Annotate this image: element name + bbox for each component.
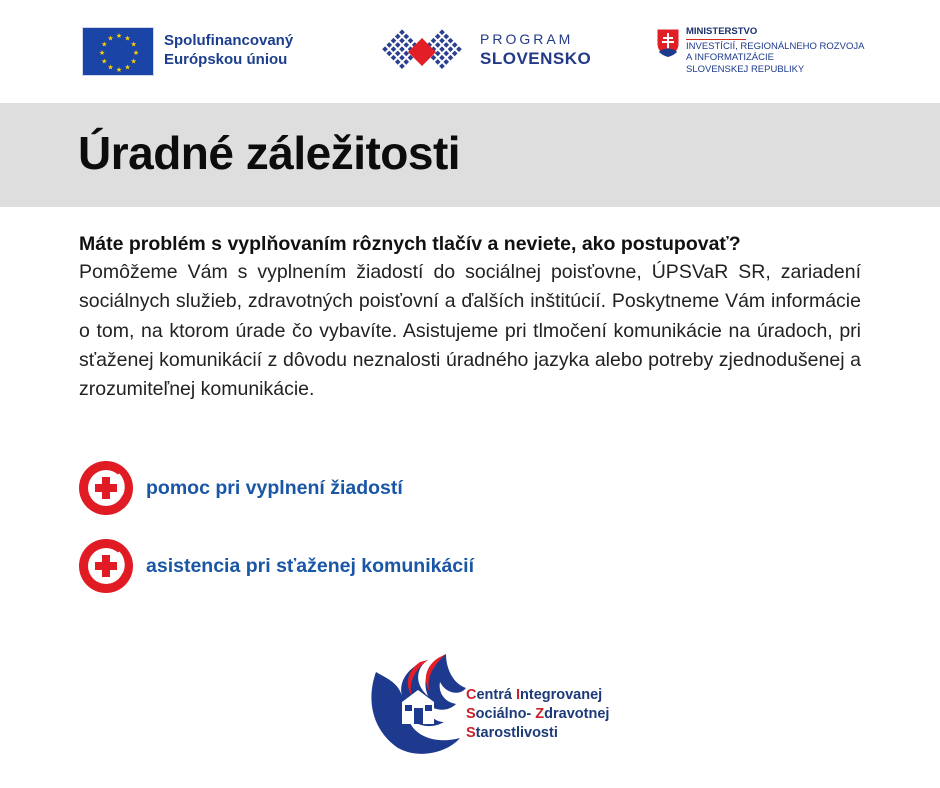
eu-label-line2: Európskou úniou: [164, 51, 288, 68]
svg-text:★: ★: [107, 35, 114, 43]
svg-text:★: ★: [107, 64, 114, 72]
ministry-divider: [686, 39, 746, 40]
eu-cofinanced-label: [164, 31, 293, 69]
description-paragraph: Pomôžeme Vám s vyplnením žiadostí do sociálnej poisťovne, ÚPSVaR SR, zariadení sociálnych služieb, zdravotných poisťovní a ďalších inštitúcií. Poskytneme Vám informácie o tom, na ktorom úrade čo vybavíte. Asistujeme pri tlmočení komunikácie na úradoch, pri sťaženej komunikácií z dôvodu neznalosti úradného jazyka alebo potreby zjednodušenej a zrozumiteľnej komunikácie.: [79, 261, 861, 401]
intro-question: Máte problém s vyplňovaním rôznych tlačív a neviete, ako postupovať?: [79, 233, 741, 255]
ciszs-line2: Sociálno- Zdravotnej: [466, 706, 610, 722]
program-slovensko-logo-icon: [372, 24, 470, 80]
svg-text:★: ★: [132, 50, 140, 57]
program-slovensko-label: [480, 31, 591, 70]
red-cross-plus-icon: [78, 538, 134, 594]
ciszs-flame-house-logo-icon: [368, 652, 468, 756]
ciszs-line3: Starostlivosti: [466, 725, 558, 741]
page-title: Úradné záležitosti: [78, 127, 461, 179]
svg-text:★: ★: [101, 58, 108, 66]
slovak-coat-of-arms-icon: [656, 28, 680, 58]
svg-text:★: ★: [130, 58, 137, 66]
ministry-label-line3: A INFORMATIZÁCIE: [686, 52, 774, 63]
svg-text:★: ★: [98, 50, 106, 57]
svg-text:★: ★: [130, 41, 137, 49]
svg-text:★: ★: [124, 64, 131, 72]
svg-text:★: ★: [115, 33, 123, 40]
program-label-line1: PROGRAM: [480, 31, 574, 47]
program-label-line2: SLOVENSKO: [480, 49, 592, 68]
bullet-item-form-help: pomoc pri vyplnení žiadostí: [146, 477, 403, 499]
eu-label-line1: Spolufinancovaný: [164, 32, 294, 49]
ministry-label: [686, 26, 864, 75]
ciszs-label: [466, 686, 609, 743]
ministry-label-line1: MINISTERSTVO: [686, 26, 758, 37]
ministry-label-line4: SLOVENSKEJ REPUBLIKY: [686, 63, 805, 75]
ciszs-line1: Centrá Integrovanej: [466, 687, 603, 703]
bullet-item-communication-assistance: asistencia pri sťaženej komunikácií: [146, 555, 474, 577]
svg-text:★: ★: [115, 67, 123, 74]
red-cross-plus-icon: [78, 460, 134, 516]
svg-text:★: ★: [124, 35, 131, 43]
svg-text:★: ★: [101, 41, 108, 49]
ministry-label-line2: INVESTÍCIÍ, REGIONÁLNEHO ROZVOJA: [686, 40, 865, 52]
eu-flag-logo: [82, 27, 154, 76]
